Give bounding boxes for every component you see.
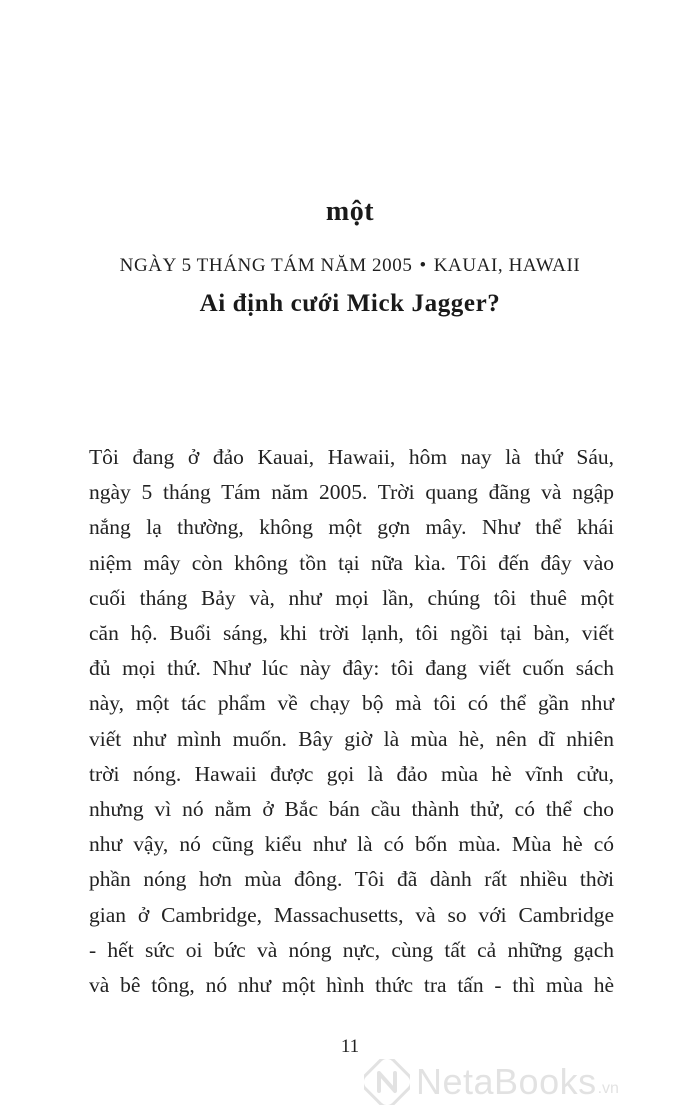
body-paragraph — [89, 440, 614, 1003]
chapter-title: Ai định cưới Mick Jagger? — [199, 290, 501, 317]
body-line: cuối tháng Bảy và, như mọi lần, chúng tôi thuê một — [89, 585, 614, 610]
body-line: đủ mọi thứ. Như lúc này đây: tôi đang viết cuốn sách — [89, 656, 614, 681]
body-line: nhưng vì nó nằm ở Bắc bán cầu thành thử, có thể cho — [89, 797, 614, 822]
body-line: viết như mình muốn. Bây giờ là mùa hè, nên dĩ nhiên — [89, 726, 614, 751]
chapter-number: một — [325, 196, 375, 227]
body-line: - hết sức oi bức và nóng nực, cùng tất cả những gạch — [89, 937, 614, 962]
dateline-location: KAUAI, HAWAII — [433, 255, 581, 276]
page-number: 11 — [340, 1036, 360, 1057]
body-line: gian ở Cambridge, Massachusetts, và so với Cambridge — [89, 902, 614, 927]
body-line: phần nóng hơn mùa đông. Tôi đã dành rất nhiều thời — [89, 867, 614, 892]
body-line: Tôi đang ở đảo Kauai, Hawaii, hôm nay là thứ Sáu, — [89, 445, 614, 469]
body-line: căn hộ. Buổi sáng, khi trời lạnh, tôi ngồi tại bàn, viết — [89, 621, 614, 646]
dateline-bullet: • — [419, 255, 427, 276]
watermark-suffix: .vn — [597, 1080, 619, 1097]
watermark — [364, 1054, 694, 1110]
netabooks-n-logo-icon — [364, 1059, 410, 1105]
body-line: như vậy, nó cũng kiểu như là có bốn mùa. Mùa hè có — [89, 832, 614, 857]
chapter-dateline — [0, 255, 700, 277]
body-line: nắng lạ thường, không một gợn mây. Như thể khái — [89, 515, 614, 540]
body-line: và bê tông, nó như một hình thức tra tấn - thì mùa hè — [89, 973, 614, 998]
body-line: ngày 5 tháng Tám năm 2005. Trời quang đãng và ngập — [89, 480, 614, 505]
body-line: trời nóng. Hawaii được gọi là đảo mùa hè vĩnh cửu, — [89, 761, 614, 786]
body-line: này, một tác phẩm về chạy bộ mà tôi có thể gần như — [89, 691, 614, 716]
body-line: niệm mây còn không tồn tại nữa kìa. Tôi đến đây vào — [89, 550, 614, 575]
watermark-brand: NetaBooks — [416, 1061, 597, 1102]
dateline-date: NGÀY 5 THÁNG TÁM NĂM 2005 — [119, 255, 413, 276]
